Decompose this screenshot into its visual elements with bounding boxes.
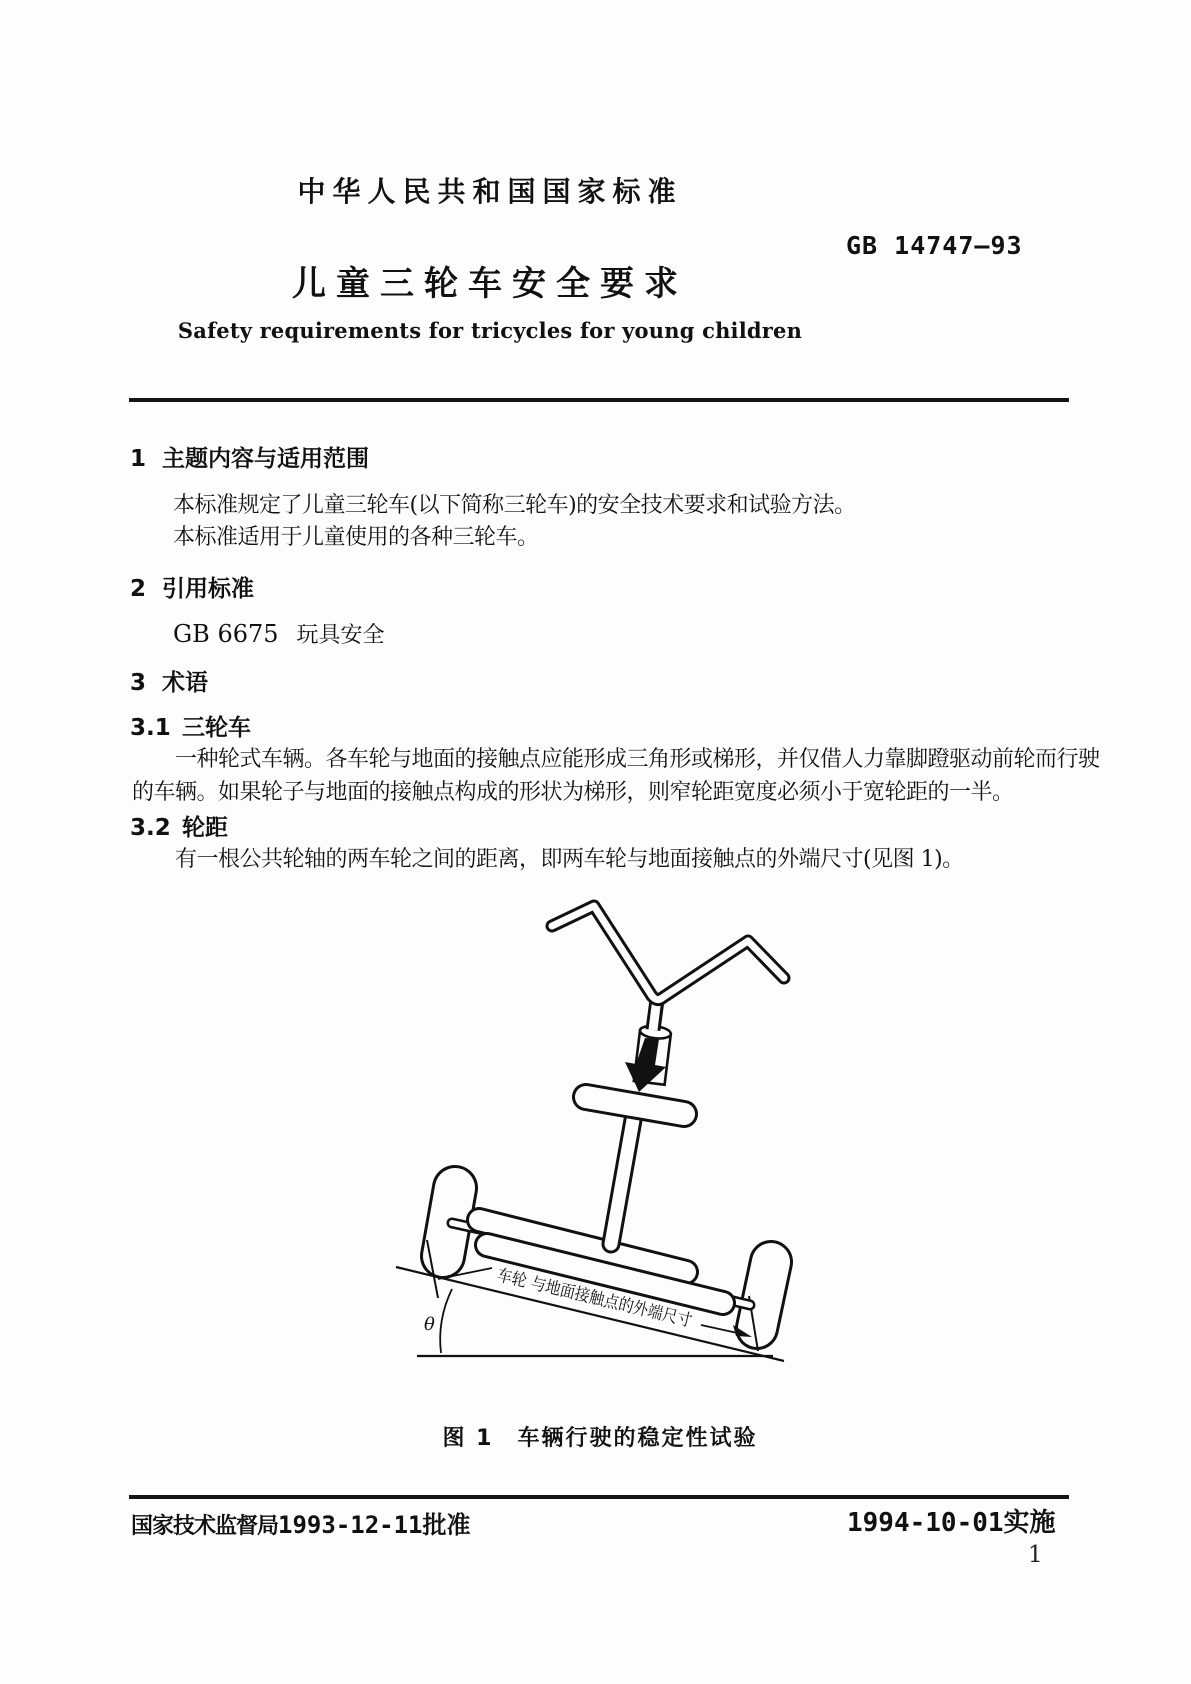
reference-code: GB 6675 [173, 620, 279, 648]
section-3-1-paragraph-line: 一种轮式车辆。各车轮与地面的接触点应能形成三角形或梯形，并仅借人力靠脚蹬驱动前轮而行驶 [175, 747, 1100, 772]
approval-org: 国家技术监督局 [131, 1514, 279, 1539]
section-1-paragraph-line: 本标准规定了儿童三轮车(以下简称三轮车)的安全技术要求和试验方法。 [173, 493, 856, 518]
document-title-en: Safety requirements for tricycles for young children [177, 318, 803, 343]
approval-suffix: 批准 [422, 1511, 471, 1539]
section-3-title: 术语 [162, 670, 208, 696]
approval-statement [131, 1505, 471, 1540]
section-1-heading [130, 445, 369, 473]
standard-label: 中华人民共和国国家标准 [297, 175, 683, 208]
approval-date: 1993-12-11 [278, 1511, 423, 1539]
section-1-paragraph-line: 本标准适用于儿童使用的各种三轮车。 [173, 525, 539, 550]
handlebar-outline [552, 906, 784, 1000]
standard-number: GB 14747—93 [846, 231, 1023, 260]
section-3-2-heading [130, 814, 228, 842]
implementation-statement [847, 1502, 1056, 1539]
angle-theta-label: θ [424, 1314, 435, 1335]
section-3-1-title: 三轮车 [182, 715, 251, 741]
section-2-heading [130, 575, 254, 603]
document-title-cn: 儿童三轮车安全要求 [292, 264, 688, 304]
section-3-1-heading [130, 714, 251, 742]
section-3-2-title: 轮距 [182, 815, 228, 841]
section-3-2-number: 3.2 [130, 815, 171, 841]
section-3-1-paragraph-line: 的车辆。如果轮子与地面的接触点构成的形状为梯形，则窄轮距宽度必须小于宽轮距的一半。 [132, 780, 1014, 805]
section-3-1-number: 3.1 [130, 715, 171, 741]
figure-1-drawing [380, 840, 800, 1380]
implementation-date: 1994-10-01 [847, 1508, 1004, 1538]
angle-arc [440, 1289, 452, 1353]
reference-name: 玩具安全 [296, 623, 385, 648]
implementation-suffix: 实施 [1003, 1508, 1056, 1538]
section-2-number: 2 [130, 576, 147, 602]
section-3-heading [130, 669, 208, 697]
section-3-number: 3 [130, 670, 147, 696]
dimension-label: 车轮 与地面接触点的外端尺寸 [494, 1265, 720, 1338]
section-1-title: 主题内容与适用范围 [162, 446, 369, 472]
handlebar [552, 906, 784, 1000]
figure-1-caption: 图 1 车辆行驶的稳定性试验 [442, 1426, 758, 1451]
reference-line [173, 618, 385, 649]
section-1-number: 1 [130, 446, 147, 472]
page-number: 1 [1028, 1542, 1043, 1568]
footer-rule [129, 1495, 1069, 1499]
section-2-title: 引用标准 [162, 576, 254, 602]
header-rule [129, 398, 1069, 402]
right-wheel [757, 1262, 771, 1328]
section-3-2-paragraph-line: 有一根公共轮轴的两车轮之间的距离，即两车轮与地面接触点的外端尺寸(见图 1)。 [175, 847, 964, 872]
